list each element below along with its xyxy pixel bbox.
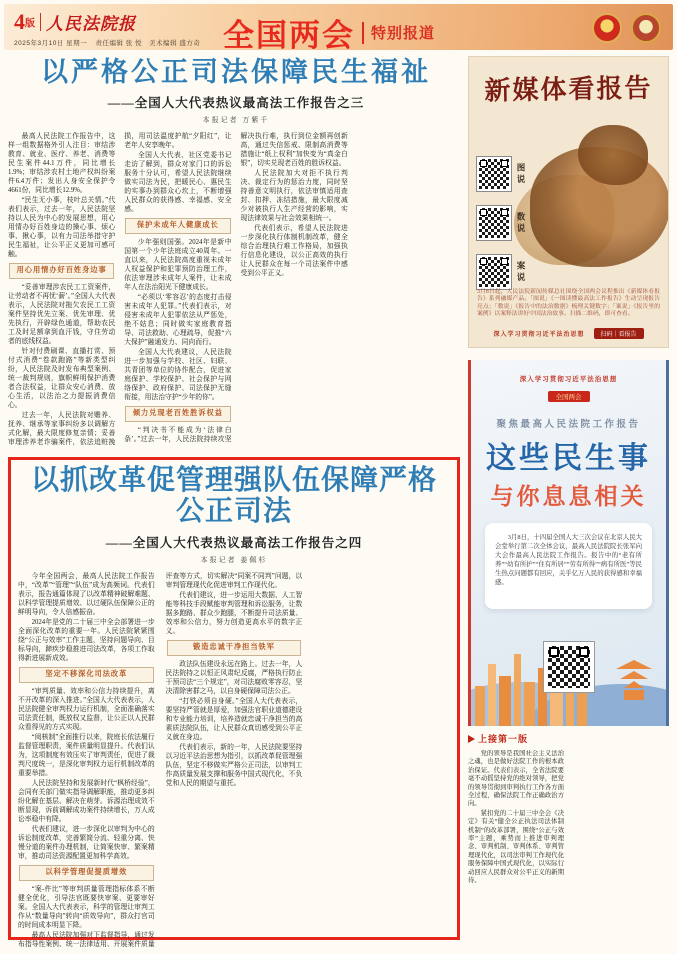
body-paragraph: 针对付费刷课、直播打赏、预付式消费“卷款跑路”等新类型纠纷，人民法院及时发布典型案例、统一裁判规则，旗帜鲜明保护消费者合法权益，让群众安心消费、放心生活，以法治之力提振消费信心。 [8, 347, 116, 409]
qr-label: 数说 [516, 211, 526, 235]
building-shape [550, 690, 563, 726]
pagoda-shape [614, 660, 654, 700]
banner-center [179, 10, 479, 55]
body-paragraph: 今年全国两会，最高人民法院工作报告中，“改革”“管理”“队伍”成为高频词。代表们表示，报告通篇体现了以改革精神破解难题、以科学管理提质增效、以过硬队伍保障公正的鲜明导向，令人倍感振奋。 [18, 572, 155, 616]
media-box-note: 深入学习贯彻习近平法治思想 [493, 332, 585, 338]
body-paragraph: 最高人民法院加强对下监督指导，通过发布指导性案例、统一法律适用、开展案件质量评查等方式，切实解决“同案不同判”问题，以审判管理现代化促进审判工作现代化。 [18, 572, 303, 948]
date-text: 2025年3月10日 星期一 [14, 40, 88, 47]
article-1-body [8, 132, 464, 450]
body-paragraph: 党的领导是我国社会主义法治之魂，也是做好法院工作的根本政治保证。代表们表示，全省法院要毫不动摇坚持党的绝对领导，把党的领导贯彻到审判执行工作各方面全过程，确保法院工作正确政治方向。 [468, 750, 564, 808]
article-2-byline: 本报记者 姜佩杉 [200, 555, 268, 564]
body-paragraph: “判决书不能成为‘法律白条’。”过去一年，人民法院持续攻坚解决执行难，执行到位金额再创新高，通过失信惩戒、限制高消费等措施让“纸上权利”加快变为“真金白银”，切实兑现老百姓的胜诉权益。 [124, 132, 348, 443]
continuation-body [468, 750, 669, 938]
body-paragraph: 过去一年，人民法院对赡养、抚养、继承等家事纠纷多以调解方式化解，最大限度修复亲情；妥善审理涉养老诈骗案件，依法追赃挽损，用司法温度护航“夕阳红”，让老年人安享晚年。 [8, 132, 232, 446]
poster-text-card [485, 523, 652, 609]
new-media-title: 新媒体看报告 [484, 73, 653, 106]
poster-title-line1: 这些民生事 [486, 442, 651, 475]
building-shape [499, 676, 511, 726]
body-paragraph: “必须以‘零容忍’的态度打击侵害未成年人犯罪。”代表们表示，对侵害未成年人犯罪依法从严惩处，绝不姑息；同时做实家庭教育指导、司法救助、心理疏导，促推“六大保护”融通发力、同向而行。 [124, 293, 232, 346]
qr-row [477, 255, 539, 289]
media-box-badge: 扫码｜看报告 [594, 328, 644, 339]
body-paragraph: 代表们建议，进一步运用大数据、人工智能等科技手段赋能审判管理和诉讼服务，让数据多跑路、群众少跑腿，不断提升司法质量、效率和公信力，努力创造更高水平的数字正义。 [165, 591, 303, 635]
continuation-label-text: 上接第一版 [478, 734, 529, 744]
qr-code-icon [477, 157, 511, 191]
poster-badge-wrap [471, 386, 666, 404]
body-paragraph: 紧扣党的二十届三中全会《决定》有关“健全公正执法司法体制机制”的改革部署，围绕“公正与效率”主题，乘势而上推进审判理念、审判机制、审判体系、审判管理现代化，以司法审判工作现代化服务保障中国式现代化，以实际行动回应人民群众对公平正义的新期待。 [468, 809, 564, 885]
poster-title-line2: 与你息息相关 [490, 484, 647, 509]
poster-badge: 全国两会 [548, 391, 590, 402]
ink-blob [578, 125, 648, 185]
article-1-byline: 本报记者 万紫千 [202, 115, 270, 124]
section-heading: 用心用情办好百姓身边事 [9, 263, 114, 279]
body-paragraph: 代表们表示，希望人民法院进一步深化执行体制机制改革，健全综合治理执行难工作格局，加强执行信息化建设，以公正高效的执行让人民群众在每一个司法案件中感受到公平正义。 [240, 224, 348, 277]
building-shape [524, 682, 535, 726]
national-emblem-icon [592, 13, 622, 43]
minsheng-poster [468, 360, 669, 726]
article-1 [8, 58, 464, 454]
body-paragraph: 少年强则国强。2024年是新中国第一个少年法庭成立40周年。一直以来，人民法院高度重视未成年人权益保护和犯罪预防治理工作，依法审理涉未成年人案件，让未成年人在法治阳光下健康成长。 [124, 238, 232, 291]
qr-label: 案说 [516, 260, 526, 284]
banner-divider [362, 22, 364, 44]
arrow-right-icon [468, 735, 475, 743]
banner-subtitle: 特别报道 [370, 26, 435, 42]
continuation-label [468, 732, 669, 745]
poster-qr-code-icon [544, 642, 594, 692]
emblems [592, 13, 661, 43]
new-media-box [468, 56, 669, 348]
qr-code-icon [477, 206, 511, 240]
qr-label: 图说 [516, 162, 526, 186]
newspaper-name: 人民法院报 [46, 14, 136, 34]
city-skyline-illustration [471, 622, 666, 726]
article-2-headline: 以抓改革促管理强队伍保障严格公正司法 [30, 465, 437, 527]
building-shape [514, 654, 521, 726]
body-paragraph: 全国人大代表建议，人民法院进一步加强与学校、社区、妇联、共青团等单位的协作配合，促进家庭保护、学校保护、社会保护与网络保护、政府保护、司法保护无缝衔接，用法治守护“少年的你”。 [124, 348, 232, 401]
building-shape [475, 686, 485, 726]
section-heading: 倾力兑现老百姓胜诉权益 [125, 406, 230, 422]
pagoda-base [624, 690, 644, 700]
edition-number: 4 [14, 9, 25, 34]
banner-title: 全国两会 [222, 18, 355, 53]
body-paragraph: “民生无小事，枝叶总关情。”代表们表示，过去一年，人民法院坚持以人民为中心的发展思想，用心用情办好百姓身边的操心事、烦心事、揪心事，以有力司法举措守护民生福祉，让公平正义更加可感可触。 [8, 196, 116, 258]
body-paragraph: “妥善审理涉农民工工资案件，让劳动者不再忧‘薪’。”全国人大代表表示，人民法院对拖欠农民工工资案件坚持优先立案、优先审理、优先执行，开辟绿色通道，帮助农民工及时足额拿到血汗钱，守住劳动者的底线权益。 [8, 283, 116, 345]
body-paragraph: “案-件比”等审判质量管理指标体系不断健全优化，引导法官既要快审案、更要审好案。全国人大代表表示，科学的管理让审判工作从“数量导向”转向“质效导向”，群众打官司的时间成本明显下降。 [18, 885, 155, 929]
cppcc-emblem-icon [631, 13, 661, 43]
section-heading: 坚定不移深化司法改革 [19, 667, 154, 683]
article-2-redbox [8, 457, 460, 948]
poster-body: 3月8日，十四届全国人大三次会议在北京人民大会堂举行第二次全体会议，最高人民法院院长张军向大会作最高人民法院工作报告。报告中的“老有所养”“幼有所护”“住有所居”“劳有所得”“病有所医”等民生热点问题都有回应，关乎亿万人民的获得感和幸福感。 [495, 534, 642, 586]
article-2-body [18, 572, 450, 954]
poster-kicker: 聚焦最高人民法院工作报告 [496, 420, 641, 430]
body-paragraph: “审判质量、效率和公信力持续提升，离不开改革的深入推进。”全国人大代表表示，人民法院健全审判权力运行机制，全面准确落实司法责任制，既放权又监督，让公正以人民群众看得见的方式实现。 [18, 687, 155, 731]
body-paragraph: “阅核制”全面推行以来，院庭长依法履行监督管理职责，案件质量明显提升。代表们认为，这项制度有效压实了审判责任，促进了裁判尺度统一，是深化审判权力运行机制改革的重要举措。 [18, 733, 155, 777]
qr-row [477, 206, 539, 240]
article-2-subhead: ——全国人大代表热议最高法工作报告之四 [105, 535, 363, 550]
paper-title-line [14, 9, 206, 35]
dateline [14, 38, 206, 47]
masthead-divider [40, 13, 41, 31]
body-paragraph: 代表们建议，进一步深化以审判为中心的诉讼制度改革，完善繁简分流、轻重分离、快慢分道的案件办理机制，让简案快审、繁案精审，推动司法资源配置更加科学高效。 [18, 825, 155, 860]
body-paragraph: 最高人民法院工作报告中，这样一组数据格外引人注目：审结涉教育、就业、医疗、养老、消费等民生案件44.1万件，同比增长1.9%；审结涉农村土地产权纠纷案件6.4万件；发出人身安全保护令4661份，同比增长12.9%。 [8, 132, 116, 194]
section-heading: 以科学管理促提质增效 [19, 865, 154, 881]
qr-row [477, 157, 539, 191]
body-paragraph: 代表们表示，新的一年，人民法院要坚持以习近平法治思想为指引，以抓改革促管理强队伍，坚定不移做实严格公正司法，以审判工作高质量发展支撑和服务中国式现代化，不负党和人民的期望与重托。 [165, 743, 303, 787]
body-paragraph: 人民法院加大对拒不执行判决、裁定行为的惩治力度，同时坚持善意文明执行，依法审慎适用查封、扣押、冻结措施，最大限度减少对被执行人生产经营的影响，实现法律效果与社会效果相统一。 [240, 169, 348, 222]
body-paragraph: 政法队伍建设永远在路上。过去一年，人民法院持之以恒正风肃纪反腐，严格执行防止干预司法“三个规定”，对司法腐败零容忍，坚决清除害群之马，以自身硬保障司法公正。 [165, 660, 303, 695]
section-heading: 保护未成年人健康成长 [125, 218, 230, 234]
article-1-subhead: ——全国人大代表热议最高法工作报告之三 [107, 95, 365, 110]
media-box-caption: 3月8日起，人民法院新闻传媒总社围绕全国两会议程推出《新媒体看报告》系列融媒产品。「图说」《一图读懂最高法工作报告》生动呈现报告亮点；「数说」《报告中的法治数据》梳理关键数字；「案说」《报告里的案例》以案释法讲好中国法治故事。扫描二维码，即可查看。 [477, 288, 660, 318]
article-1-headline: 以严格公正司法保障民生福祉 [41, 57, 431, 87]
pagoda-roof [624, 681, 644, 688]
masthead-left [14, 9, 206, 47]
masthead-banner [4, 4, 673, 53]
continuation-section [468, 732, 669, 941]
body-paragraph: “打铁必须自身硬。”全国人大代表表示，要坚持严管就是厚爱，加强法官职业道德建设和专业能力培训，培养造就忠诚干净担当的高素质法院队伍，让人民群众真切感受到公平正义就在身边。 [165, 697, 303, 741]
right-sidebar [468, 56, 669, 941]
body-paragraph: 全国人大代表、社区党委书记走访了解到，群众对家门口的诉讼服务十分认可，希望人民法院继续做实司法为民，把暖民心、惠民生的实事办到群众心坎上，不断增强人民群众的获得感、幸福感、安全感。 [124, 151, 232, 213]
building-shape [488, 664, 496, 726]
section-heading: 锻造忠诚干净担当铁军 [167, 640, 302, 656]
pagoda-roof [616, 660, 652, 669]
media-box-footer [469, 323, 668, 341]
edition-label: 版 [25, 18, 35, 30]
pagoda-roof [620, 671, 648, 679]
poster-slogan: 深入学习贯彻习近平法治思想 [519, 376, 618, 383]
editors-text: 责任编辑 张 悦 美术编辑 盛方奇 [95, 40, 201, 47]
qr-code-list [477, 157, 539, 289]
qr-code-icon [477, 255, 511, 289]
body-paragraph: 2024年是党的二十届三中全会部署进一步全面深化改革的重要一年。人民法院紧紧围绕“公正与效率”工作主题，坚持问题导向、目标导向，蹄疾步稳推进司法改革，各项工作取得新进展新成效。 [18, 618, 155, 662]
body-paragraph: 人民法院坚持和发展新时代“枫桥经验”，会同有关部门做实指导调解职能，推动更多纠纷化解在基层、解决在萌芽。诉源治理成效不断显现，诉前调解成功案件持续增长，万人成讼率稳中有降。 [18, 779, 155, 823]
ink-beast-illustration [520, 129, 669, 289]
